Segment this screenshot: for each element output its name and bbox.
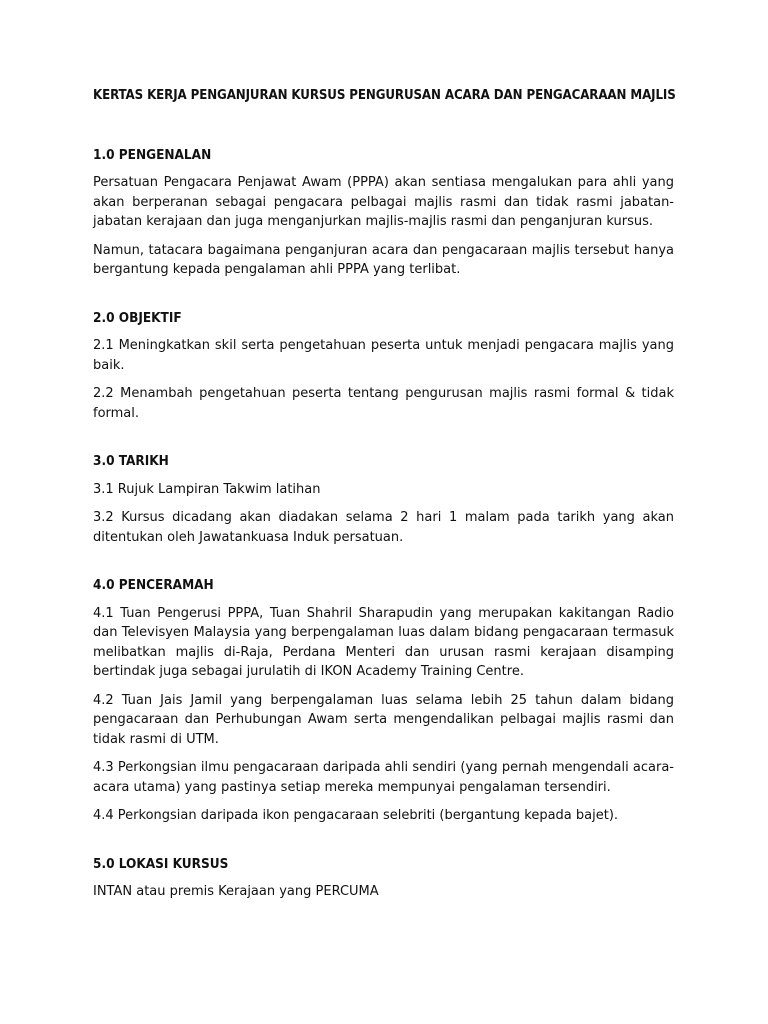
section-lokasi-kursus bbox=[93, 855, 674, 902]
paragraph: 3.2 Kursus dicadang akan diadakan selama 2 hari 1 malam pada tarikh yang akan ditentukan oleh Jawatankuasa Induk persatuan. bbox=[93, 510, 674, 545]
section-objektif bbox=[93, 309, 674, 424]
section-heading: 5.0 LOKASI KURSUS bbox=[93, 855, 229, 872]
paragraph: 3.1 Rujuk Lampiran Takwim latihan bbox=[93, 481, 321, 497]
paragraph: 4.3 Perkongsian ilmu pengacaraan daripada ahli sendiri (yang pernah mengendali acara-acara utama) yang pastinya setiap mereka mempunyai pengalaman tersendiri. bbox=[93, 760, 674, 795]
document-body bbox=[93, 86, 674, 931]
paragraph: INTAN atau premis Kerajaan yang PERCUMA bbox=[93, 884, 379, 899]
paragraph: 4.1 Tuan Pengerusi PPPA, Tuan Shahril Sharapudin yang merupakan kakitangan Radio dan Televisyen Malaysia yang berpengalaman luas dalam bidang pengacaraan termasuk melibatkan majlis di-Raja, Perdana Menteri dan urusan rasmi kerajaan disamping bertindak juga sebagai jurulatih di IKON Academy Training Centre. bbox=[93, 605, 674, 679]
section-heading: 4.0 PENCERAMAH bbox=[93, 577, 214, 593]
section-pengenalan bbox=[93, 146, 674, 280]
document-title: KERTAS KERJA PENGANJURAN KURSUS PENGURUSAN ACARA DAN PENGACARAAN MAJLIS bbox=[93, 88, 676, 103]
paragraph: Namun, tatacara bagaimana penganjuran acara dan pengacaraan majlis tersebut hanya bergantung kepada pengalaman ahli PPPA yang terlibat. bbox=[93, 242, 674, 277]
paragraph: Persatuan Pengacara Penjawat Awam (PPPA) akan sentiasa mengalukan para ahli yang akan berperanan sebagai pengacara pelbagai majlis rasmi dan tidak rasmi jabatan-jabatan kerajaan dan juga menganjurkan majlis-majlis rasmi dan penganjuran kursus. bbox=[93, 175, 674, 229]
section-penceramah bbox=[93, 576, 674, 826]
section-heading: 1.0 PENGENALAN bbox=[93, 146, 212, 163]
section-heading: 3.0 TARIKH bbox=[93, 453, 169, 469]
section-heading: 2.0 OBJEKTIF bbox=[93, 309, 182, 326]
section-tarikh bbox=[93, 452, 674, 547]
paragraph: 4.4 Perkongsian daripada ikon pengacaraan selebriti (bergantung kepada bajet). bbox=[93, 808, 619, 823]
paragraph: 4.2 Tuan Jais Jamil yang berpengalaman luas selama lebih 25 tahun dalam bidang pengacaraan dan Perhubungan Awam serta mengendalikan pelbagai majlis rasmi dan tidak rasmi di UTM. bbox=[93, 692, 674, 747]
paragraph: 2.1 Meningkatkan skil serta pengetahuan peserta untuk menjadi pengacara majlis yang baik. bbox=[93, 338, 674, 373]
paragraph: 2.2 Menambah pengetahuan peserta tentang pengurusan majlis rasmi formal & tidak formal. bbox=[93, 386, 674, 421]
